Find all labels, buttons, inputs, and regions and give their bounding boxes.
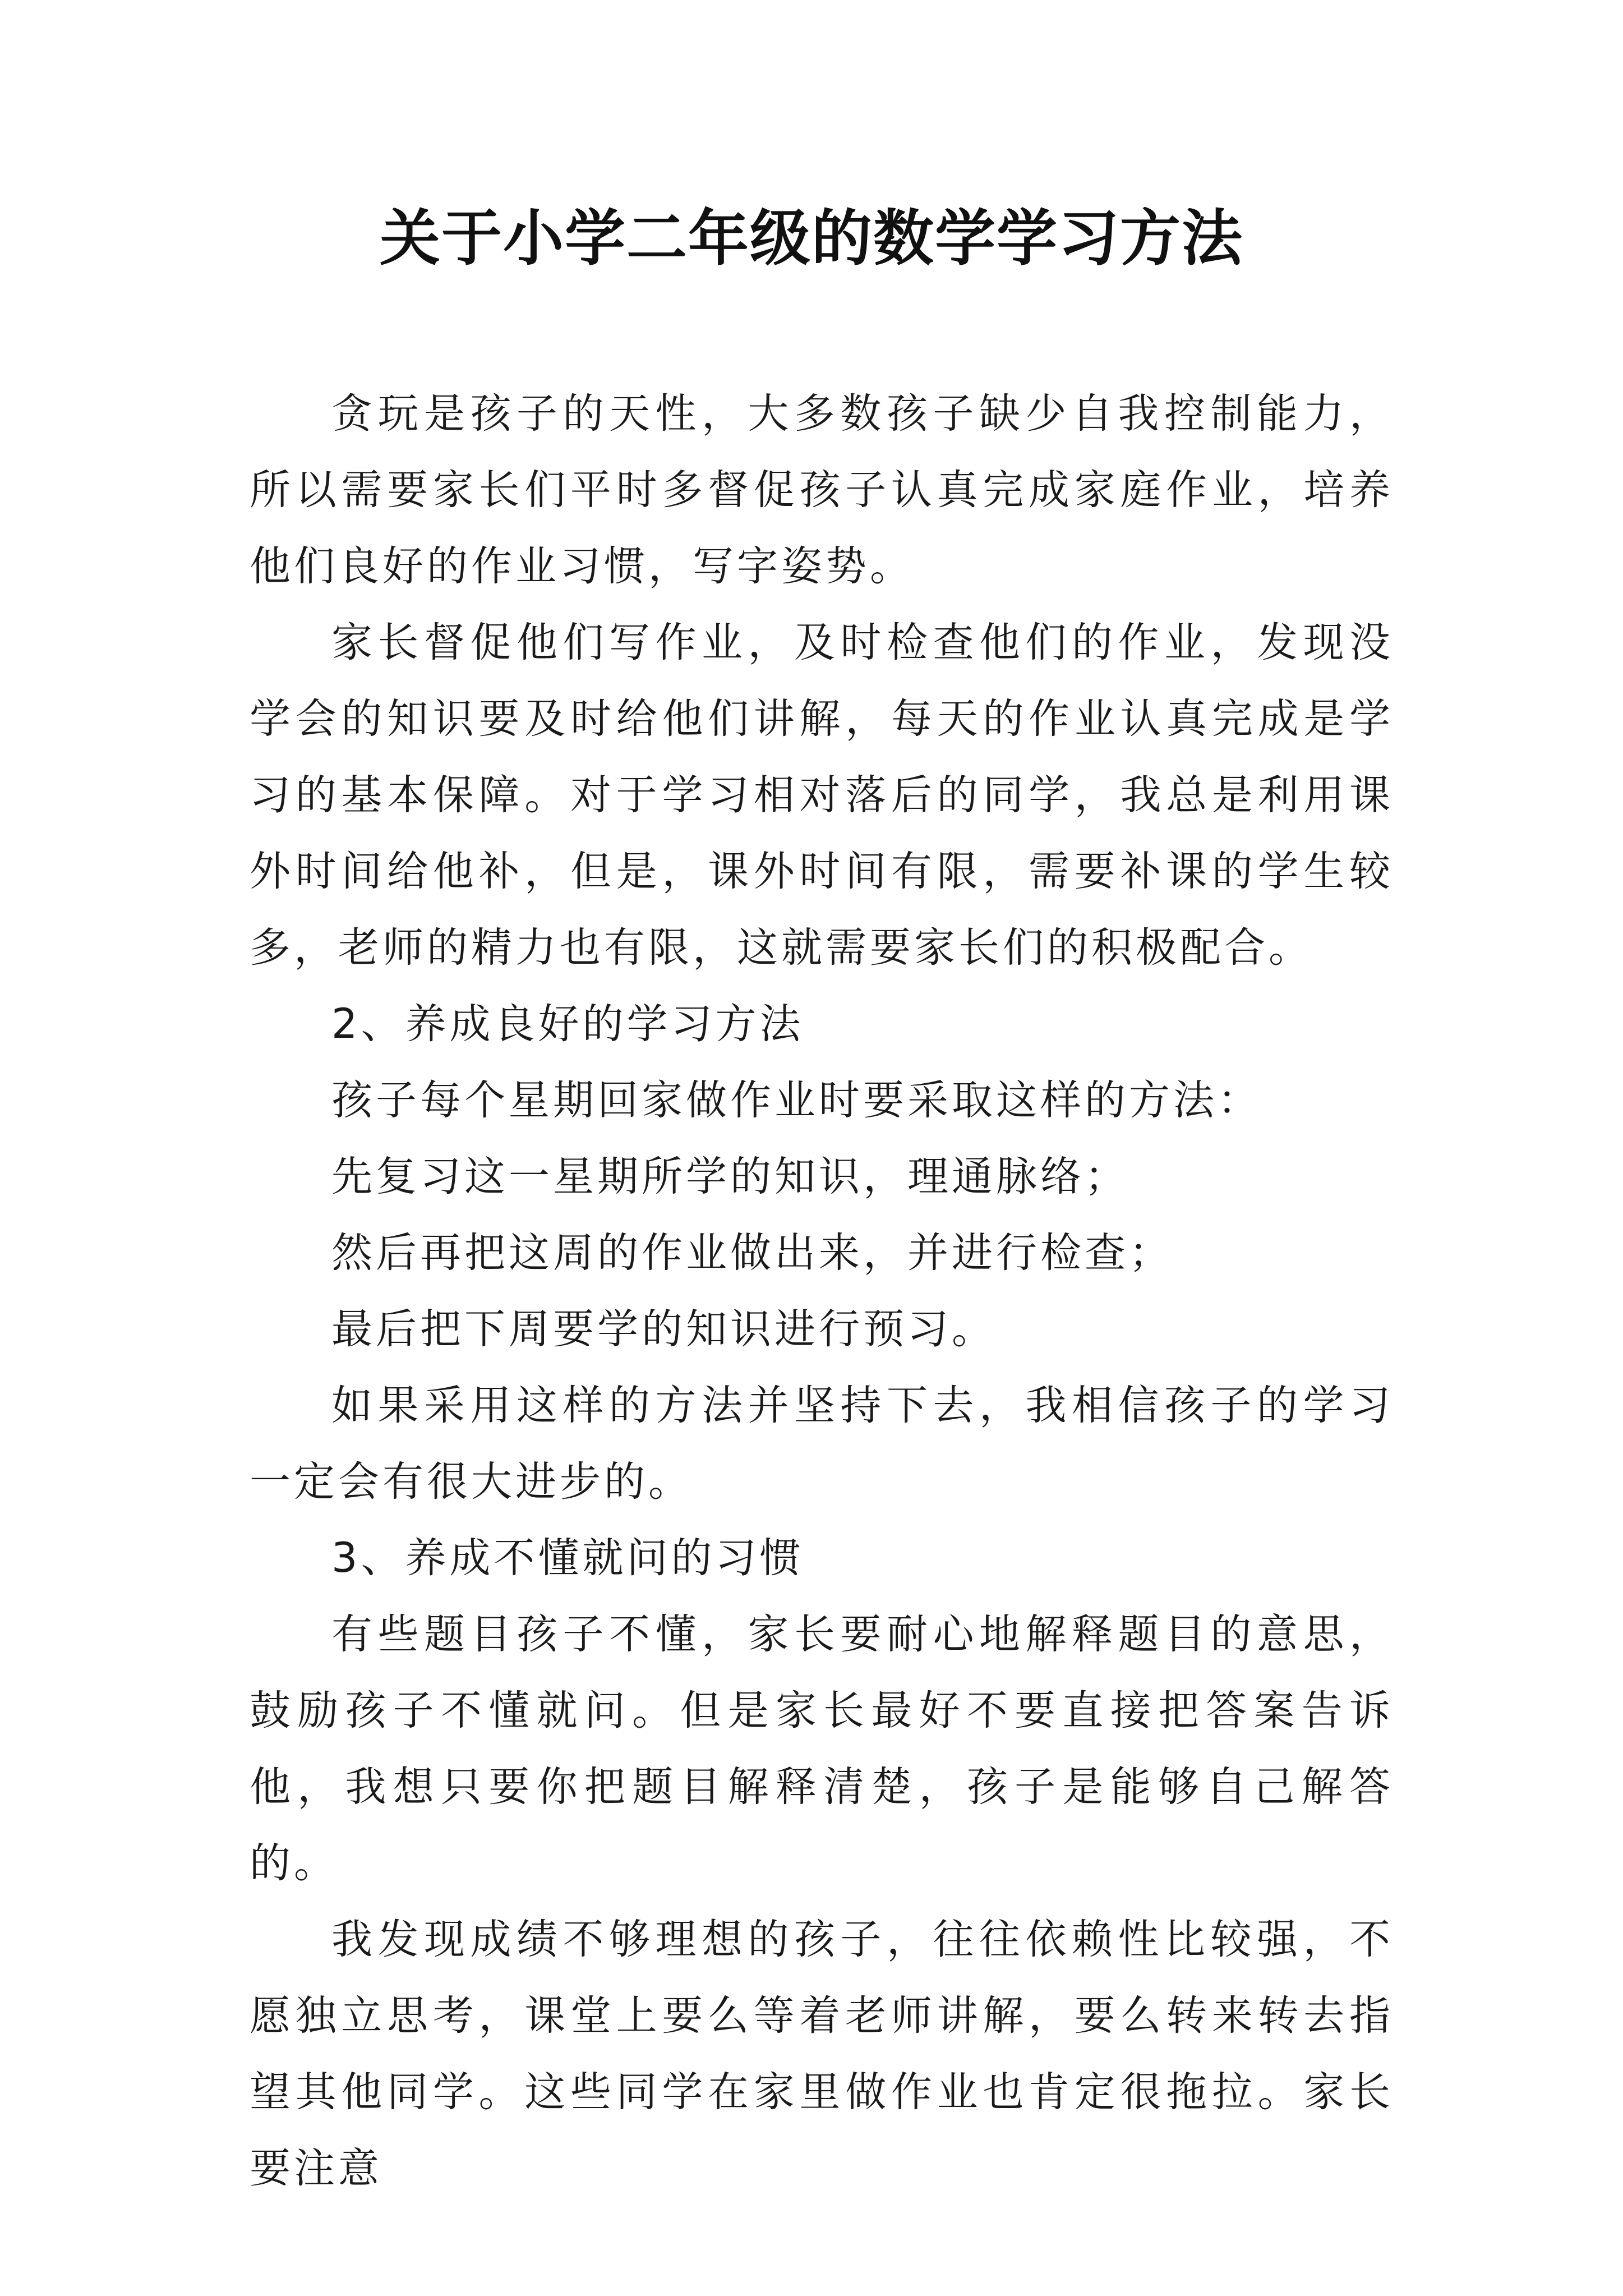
paragraph: 孩子每个星期回家做作业时要采取这样的方法： [331,1076,1262,1124]
document-body [250,376,1394,2207]
section-heading: 3、养成不懂就问的习惯 [331,1534,804,1582]
paragraph: 我发现成绩不够理想的孩子，往往依赖性比较强，不愿独立思考，课堂上要么等着老师讲解，要么转来转去指望其他同学。这些同学在家里做作业也肯定很拖拉。家长要注意 [250,1916,1394,2192]
paragraph: 最后把下周要学的知识进行预习。 [331,1305,996,1353]
paragraph: 如果采用这样的方法并坚持下去，我相信孩子的学习一定会有很大进步的。 [250,1382,1394,1506]
paragraph: 有些题目孩子不懂，家长要耐心地解释题目的意思，鼓励孩子不懂就问。但是家长最好不要直接把答案告诉他，我想只要你把题目解释清楚，孩子是能够自己解答的。 [250,1611,1394,1887]
paragraph: 贪玩是孩子的天性，大多数孩子缺少自我控制能力，所以需要家长们平时多督促孩子认真完成家庭作业，培养他们良好的作业习惯，写字姿势。 [250,390,1394,590]
document-title: 关于小学二年级的数学学习方法 [379,203,1243,274]
paragraph: 然后再把这周的作业做出来，并进行检查； [331,1229,1173,1277]
paragraph: 先复习这一星期所学的知识，理通脉络； [331,1153,1129,1200]
section-heading: 2、养成良好的学习方法 [331,1000,804,1048]
paragraph: 家长督促他们写作业，及时检查他们的作业，发现没学会的知识要及时给他们讲解，每天的作业认真完成是学习的基本保障。对于学习相对落后的同学，我总是利用课外时间给他补，但是，课外时间有限，需要补课的学生较多，老师的精力也有限，这就需要家长们的积极配合。 [250,619,1394,972]
